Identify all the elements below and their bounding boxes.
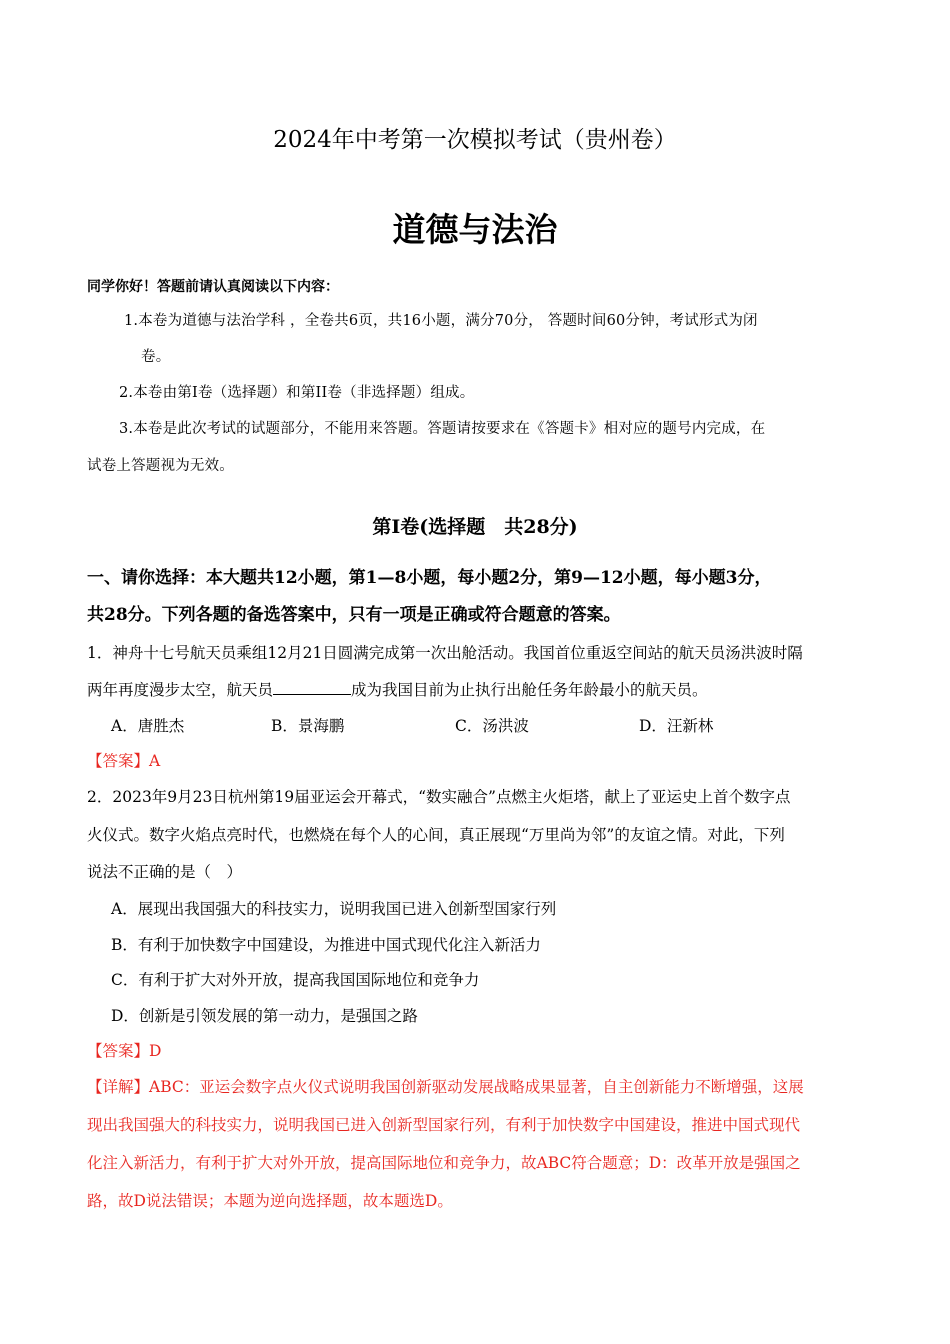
question-1-option-b: B．景海鹏: [271, 717, 345, 735]
question-2-option-d: D．创新是引领发展的第一动力，是强国之路: [111, 1007, 418, 1025]
question-1-line-1: 1．神舟十七号航天员乘组12月21日圆满完成第一次出舱活动。我国首位重返空间站的航天员汤洪波时隔: [87, 644, 803, 662]
question-2-option-b: B．有利于加快数字中国建设，为推进中国式现代化注入新活力: [111, 936, 541, 954]
question-1-answer: 【答案】A: [87, 752, 161, 770]
question-2-explanation-line-1: 【详解】ABC：亚运会数字点火仪式说明我国创新驱动发展战略成果显著，自主创新能力不断增强，这展: [87, 1078, 804, 1096]
question-2-explanation-line-2: 现出我国强大的科技实力，说明我国已进入创新型国家行列，有利于加快数字中国建设，推进中国式现代: [87, 1116, 801, 1134]
question-2-explanation-line-4: 路，故D说法错误；本题为逆向选择题，故本题选D。: [87, 1192, 453, 1210]
question-2-line-3: 说法不正确的是（ ）: [87, 863, 243, 881]
question-1-option-a: A．唐胜杰: [111, 717, 185, 735]
exam-title: 2024年中考第一次模拟考试（贵州卷）: [273, 127, 677, 153]
question-2-explanation-line-3: 化注入新活力，有利于扩大对外开放，提高国际地位和竞争力，故ABC符合题意；D：改革开放是强国之: [87, 1154, 801, 1172]
section-instruction-line-2: 共28分。下列各题的备选答案中，只有一项是正确或符合题意的答案。: [87, 605, 621, 625]
notice-item-3-cont: 试卷上答题视为无效。: [87, 458, 234, 474]
question-2-line-2: 火仪式。数字火焰点亮时代，也燃烧在每个人的心间，真正展现“万里尚为邻”的友谊之情。对此，下列: [87, 826, 785, 844]
section-instruction-line-1: 一、请你选择：本大题共12小题，第1—8小题，每小题2分，第9—12小题，每小题3分，: [87, 568, 772, 588]
question-2-option-a: A．展现出我国强大的科技实力，说明我国已进入创新型国家行列: [111, 900, 557, 918]
question-1-text-before-blank: 两年再度漫步太空，航天员: [87, 681, 274, 699]
notice-item-1: 1.本卷为道德与法治学科 ，全卷共6页，共16小题，满分70分， 答题时间60分钟，考试形式为闭: [124, 313, 758, 329]
question-1-option-d: D．汪新林: [639, 717, 714, 735]
question-1-line-2: [87, 680, 708, 700]
notice-heading: 同学你好！答题前请认真阅读以下内容：: [87, 279, 339, 295]
answer-blank: [273, 680, 351, 695]
question-2-answer: 【答案】D: [87, 1042, 162, 1060]
notice-item-1-cont: 卷。: [141, 349, 171, 365]
question-1-option-c: C．汤洪波: [455, 717, 529, 735]
question-1-text-after-blank: 成为我国目前为止执行出舱任务年龄最小的航天员。: [351, 681, 708, 699]
subject-title: 道德与法治: [392, 210, 558, 249]
question-2-option-c: C．有利于扩大对外开放，提高我国国际地位和竞争力: [111, 971, 480, 989]
question-2-line-1: 2．2023年9月23日杭州第19届亚运会开幕式，“数实融合”点燃主火炬塔，献上了亚运史上首个数字点: [87, 788, 791, 806]
notice-item-2: 2.本卷由第I卷（选择题）和第II卷（非选择题）组成。: [119, 385, 475, 401]
notice-item-3: 3.本卷是此次考试的试题部分，不能用来答题。答题请按要求在《答题卡》相对应的题号内完成，在: [119, 421, 766, 437]
section-title: 第Ⅰ卷(选择题 共28分): [372, 516, 578, 538]
